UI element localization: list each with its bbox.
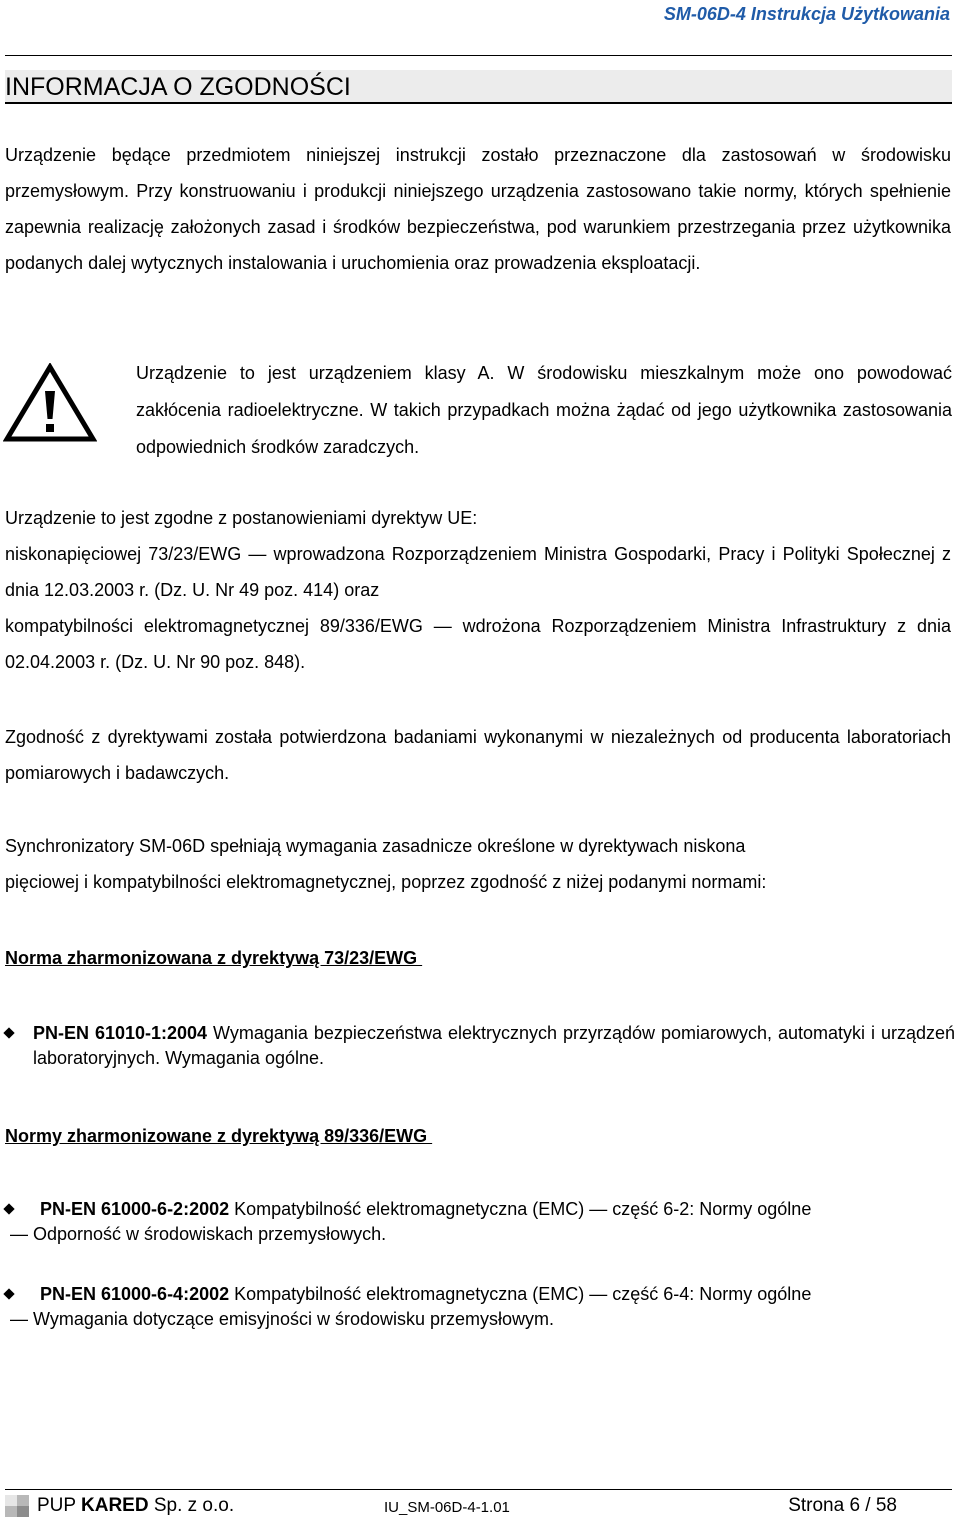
- warning-text: Urządzenie to jest urządzeniem klasy A. W środowisku mieszkalnym może ono powodować zakłócenia radioelektryczne. W takich przypadkach można żądać od jego użytkownika zastosowania odpowiednich środków zaradczych.: [136, 363, 952, 457]
- norm-description: Kompatybilność elektromagnetyczna (EMC) — część 6-2: Normy ogólne: [229, 1199, 812, 1219]
- diamond-bullet-icon: [3, 1027, 14, 1038]
- norm-list-item: [5, 1021, 955, 1071]
- diamond-bullet-icon: [3, 1288, 14, 1299]
- footer-document-id: IU_SM-06D-4-1.01: [384, 1499, 510, 1516]
- document-header-title: SM-06D-4 Instrukcja Użytkowania: [663, 4, 950, 24]
- norm-code: PN-EN 61000-6-4:2002: [40, 1284, 230, 1304]
- directive-emc: kompatybilności elektromagnetycznej 89/336/EWG — wdrożona Rozporządzeniem Ministra Infrastruktury z dnia 02.04.2003 r. (Dz. U. Nr 90 poz. 848).: [5, 616, 951, 672]
- footer-page-number: Strona 6 / 58: [788, 1495, 897, 1516]
- company-prefix: PUP: [37, 1495, 82, 1516]
- company-suffix: Sp. z o.o.: [148, 1495, 235, 1516]
- section-title: INFORMACJA O ZGODNOŚCI: [5, 70, 952, 104]
- norm-item-text: [40, 1282, 955, 1307]
- company-logo-icon: [5, 1495, 29, 1517]
- norm-description-continuation: — Wymagania dotyczące emisyjności w środowisku przemysłowym.: [10, 1309, 554, 1329]
- diamond-bullet-icon: [3, 1203, 14, 1214]
- directive-low-voltage: niskonapięciowej 73/23/EWG — wprowadzona Rozporządzeniem Ministra Gospodarki, Pracy i Polityki Społecznej z dnia 12.03.2003 r. (Dz. U. Nr 49 poz. 414) oraz: [5, 544, 951, 600]
- directives-intro: Urządzenie to jest zgodne z postanowieniami dyrektyw UE:: [5, 508, 478, 528]
- norm-item-text: [33, 1021, 955, 1071]
- norm-item-text: [40, 1197, 955, 1222]
- norm-list-item: [5, 1282, 955, 1332]
- intro-paragraph: Urządzenie będące przedmiotem niniejszej instrukcji zostało przeznaczone dla zastosowań w środowisku przemysłowym. Przy konstruowaniu i produkcji niniejszego urządzenia zastosowano takie normy, których spełnienie zapewnia realizację założonych zasad i środków bezpieczeństwa, pod warunkiem przestrzegania przez użytkownika podanych dalej wytycznych instalowania i uruchomienia oraz prowadzenia eksploatacji.: [5, 145, 951, 273]
- compliance-line-2: pięciowej i kompatybilności elektromagnetycznej, poprzez zgodność z niżej podanymi normami:: [5, 872, 767, 892]
- warning-triangle-icon: [3, 363, 97, 443]
- norm-description: Wymagania bezpieczeństwa elektrycznych przyrządów pomiarowych, automatyki i urządzeń laboratoryjnych. Wymagania ogólne.: [33, 1023, 955, 1068]
- header-divider: [5, 55, 952, 56]
- norm-heading-low-voltage: Norma zharmonizowana z dyrektywą 73/23/EWG: [5, 948, 423, 968]
- norm-description: Kompatybilność elektromagnetyczna (EMC) — część 6-4: Normy ogólne: [229, 1284, 812, 1304]
- confirmation-paragraph: Zgodność z dyrektywami została potwierdzona badaniami wykonanymi w niezależnych od producenta laboratoriach pomiarowych i badawczych.: [5, 727, 951, 783]
- norm-description-continuation: — Odporność w środowiskach przemysłowych.: [10, 1224, 387, 1244]
- footer-divider: [5, 1489, 952, 1490]
- company-name: KARED: [81, 1495, 149, 1516]
- compliance-paragraph: [5, 828, 951, 900]
- directives-block: [5, 500, 951, 680]
- norm-list-item: [5, 1197, 955, 1247]
- norm-code: PN-EN 61010-1:2004: [33, 1023, 208, 1043]
- compliance-line-1: Synchronizatory SM-06D spełniają wymagania zasadnicze określone w dyrektywach niskona: [5, 836, 746, 856]
- norm-code: PN-EN 61000-6-2:2002: [40, 1199, 230, 1219]
- norm-heading-emc: Normy zharmonizowane z dyrektywą 89/336/EWG: [5, 1126, 433, 1146]
- footer-company: [37, 1494, 234, 1518]
